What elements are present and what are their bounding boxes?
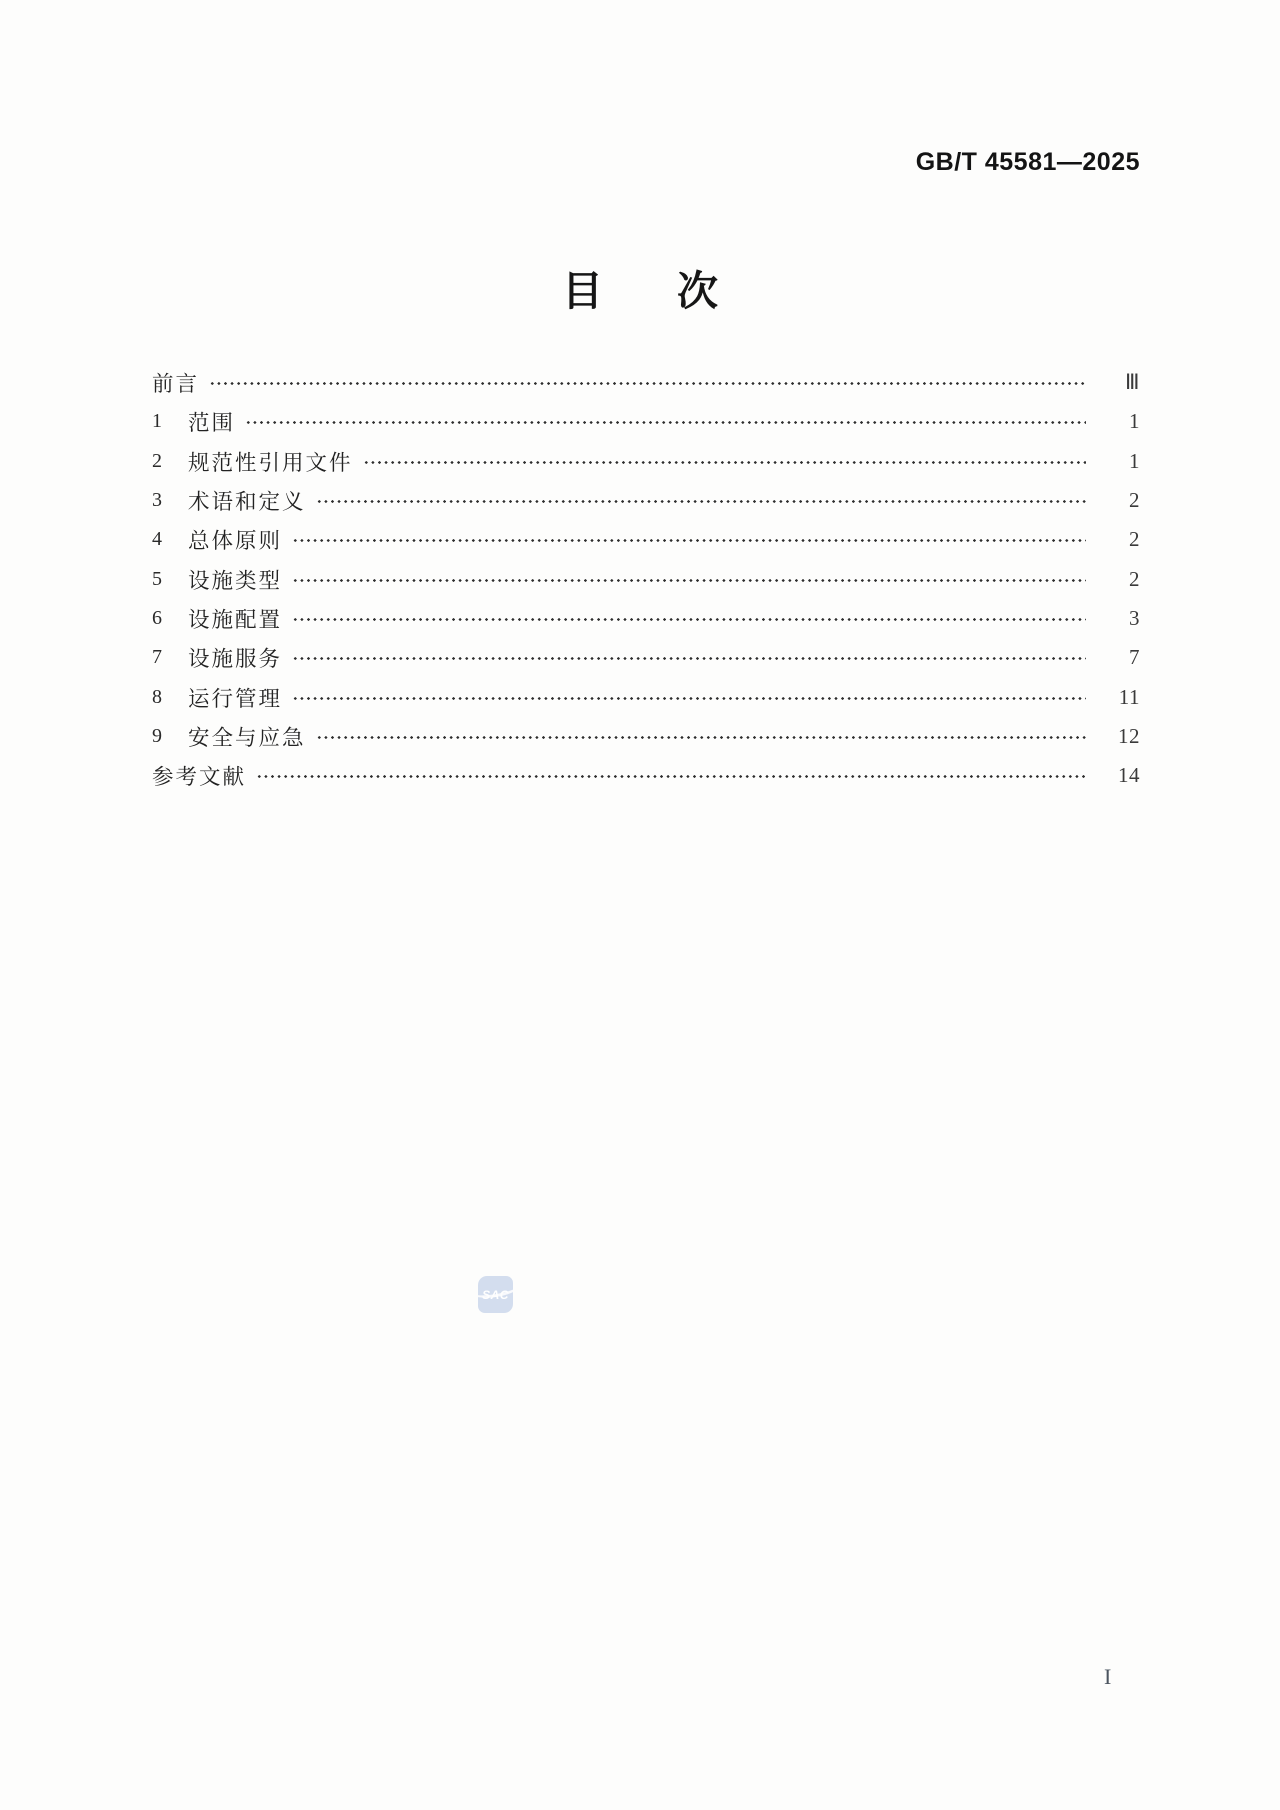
page-title-char-1: 目 xyxy=(562,268,603,314)
toc-entry-number: 5 xyxy=(152,567,162,590)
toc-list xyxy=(152,363,1140,795)
toc-entry-number: 3 xyxy=(152,489,162,512)
toc-entry-page: 11 xyxy=(1118,684,1140,709)
toc-entry-page: 14 xyxy=(1118,763,1140,788)
toc-entry-number: 2 xyxy=(152,449,162,472)
toc-entry-page: 1 xyxy=(1129,409,1140,434)
toc-entry-label: 参考文献 xyxy=(152,765,247,790)
toc-entry-page: 2 xyxy=(1129,566,1140,591)
toc-leader-dots xyxy=(292,538,1086,543)
toc-entry-label: 术语和定义 xyxy=(188,490,306,515)
toc-entry-page: 2 xyxy=(1129,527,1140,552)
sac-watermark-logo xyxy=(478,1276,513,1313)
toc-row xyxy=(152,638,1140,677)
toc-row xyxy=(152,756,1140,795)
toc-entry-number: 4 xyxy=(152,528,162,551)
toc-row xyxy=(152,677,1140,716)
toc-leader-dots xyxy=(245,420,1086,425)
toc-leader-dots xyxy=(209,381,1086,386)
toc-leader-dots xyxy=(316,735,1086,740)
toc-leader-dots xyxy=(316,499,1086,504)
toc-entry-label: 规范性引用文件 xyxy=(188,450,353,475)
toc-entry-label: 总体原则 xyxy=(188,529,283,554)
toc-entry-label: 安全与应急 xyxy=(188,725,306,750)
toc-leader-dots xyxy=(292,578,1086,583)
toc-entry-label: 前言 xyxy=(152,372,200,397)
toc-entry-number: 1 xyxy=(152,410,162,433)
toc-leader-dots xyxy=(292,696,1086,701)
toc-entry-label: 设施配置 xyxy=(188,607,283,632)
toc-entry-page: 2 xyxy=(1129,488,1140,513)
toc-row xyxy=(152,481,1140,520)
standard-code: GB/T 45581—2025 xyxy=(915,148,1140,176)
page-title xyxy=(0,258,1280,317)
toc-row xyxy=(152,442,1140,481)
toc-leader-dots xyxy=(292,617,1086,622)
toc-entry-page: 3 xyxy=(1129,605,1140,630)
toc-entry-page: 12 xyxy=(1118,723,1140,748)
toc-row xyxy=(152,717,1140,756)
toc-entry-label: 范围 xyxy=(188,411,236,436)
page-title-char-2: 次 xyxy=(677,268,718,314)
toc-row xyxy=(152,559,1140,598)
toc-leader-dots xyxy=(292,656,1086,661)
toc-entry-number: 9 xyxy=(152,724,162,747)
toc-entry-label: 设施类型 xyxy=(188,568,283,593)
folio-page-numeral: I xyxy=(1104,1664,1112,1689)
toc-entry-page: Ⅲ xyxy=(1125,370,1140,395)
toc-row xyxy=(152,599,1140,638)
toc-entry-page: 7 xyxy=(1129,645,1140,670)
sac-watermark-text: SAC xyxy=(482,1288,509,1302)
toc-entry-page: 1 xyxy=(1129,448,1140,473)
toc-leader-dots xyxy=(256,774,1086,779)
toc-row xyxy=(152,520,1140,559)
toc-leader-dots xyxy=(363,460,1086,465)
toc-entry-number: 6 xyxy=(152,606,162,629)
toc-row xyxy=(152,402,1140,441)
toc-row xyxy=(152,363,1140,402)
toc-entry-label: 设施服务 xyxy=(188,647,283,672)
toc-entry-number: 7 xyxy=(152,646,162,669)
toc-entry-number: 8 xyxy=(152,685,162,708)
toc-entry-label: 运行管理 xyxy=(188,686,283,711)
